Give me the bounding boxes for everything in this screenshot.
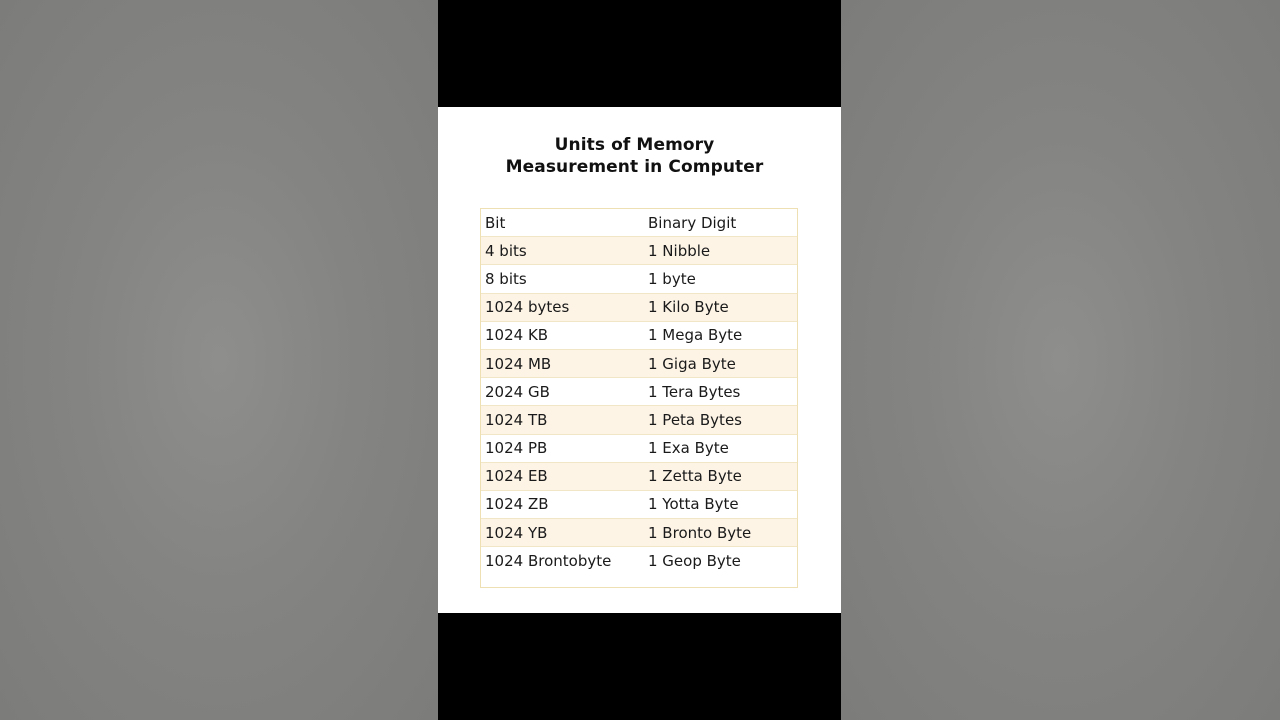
table-cell-equivalent: 1 Exa Byte	[648, 439, 729, 458]
table-cell-equivalent: 1 Nibble	[648, 241, 711, 260]
table-row	[481, 547, 797, 575]
table-cell-unit: 1024 EB	[485, 467, 548, 486]
table-cell-equivalent: 1 byte	[648, 269, 696, 288]
table-cell-equivalent: 1 Yotta Byte	[648, 495, 739, 514]
table-row	[481, 435, 797, 463]
table-cell-unit: 1024 ZB	[485, 495, 549, 514]
table-cell-equivalent: 1 Kilo Byte	[648, 298, 729, 317]
table-row	[481, 378, 797, 406]
title-line-1: Units of Memory	[554, 135, 715, 155]
table-row	[481, 519, 797, 547]
title-line-2: Measurement in Computer	[505, 157, 764, 177]
table-cell-unit: 1024 MB	[485, 354, 552, 373]
table-cell-unit: 8 bits	[485, 269, 527, 288]
table-cell-unit: 4 bits	[485, 241, 527, 260]
table-cell-unit: 1024 TB	[485, 410, 548, 429]
slide-content	[438, 107, 841, 613]
table-cell-equivalent: 1 Zetta Byte	[648, 467, 742, 486]
table-cell-unit: 1024 YB	[485, 523, 548, 542]
table-row	[481, 350, 797, 378]
memory-units-table	[480, 208, 798, 588]
table-row	[481, 294, 797, 322]
table-row	[481, 209, 797, 237]
table-cell-equivalent: 1 Peta Bytes	[648, 410, 742, 429]
table-cell-unit: 1024 bytes	[485, 298, 570, 317]
blurred-backdrop-right	[841, 0, 1280, 720]
table-row	[481, 322, 797, 350]
table-row	[481, 491, 797, 519]
table-row	[481, 463, 797, 491]
table-cell-equivalent: Binary Digit	[648, 213, 737, 232]
table-cell-equivalent: 1 Tera Bytes	[648, 382, 741, 401]
table-cell-equivalent: 1 Bronto Byte	[648, 523, 752, 542]
table-row	[481, 237, 797, 265]
table-cell-equivalent: 1 Mega Byte	[648, 326, 743, 345]
slide-title	[438, 134, 831, 178]
table-cell-unit: 1024 PB	[485, 439, 548, 458]
table-cell-unit: 2024 GB	[485, 382, 550, 401]
table-cell-equivalent: 1 Giga Byte	[648, 354, 736, 373]
table-cell-unit: 1024 KB	[485, 326, 549, 345]
table-cell-equivalent: 1 Geop Byte	[648, 552, 741, 571]
table-row	[481, 265, 797, 293]
table-cell-unit: 1024 Brontobyte	[485, 552, 612, 571]
video-frame[interactable]	[438, 0, 841, 720]
table-cell-unit: Bit	[485, 213, 506, 232]
blurred-backdrop-left	[0, 0, 438, 720]
table-row	[481, 406, 797, 434]
